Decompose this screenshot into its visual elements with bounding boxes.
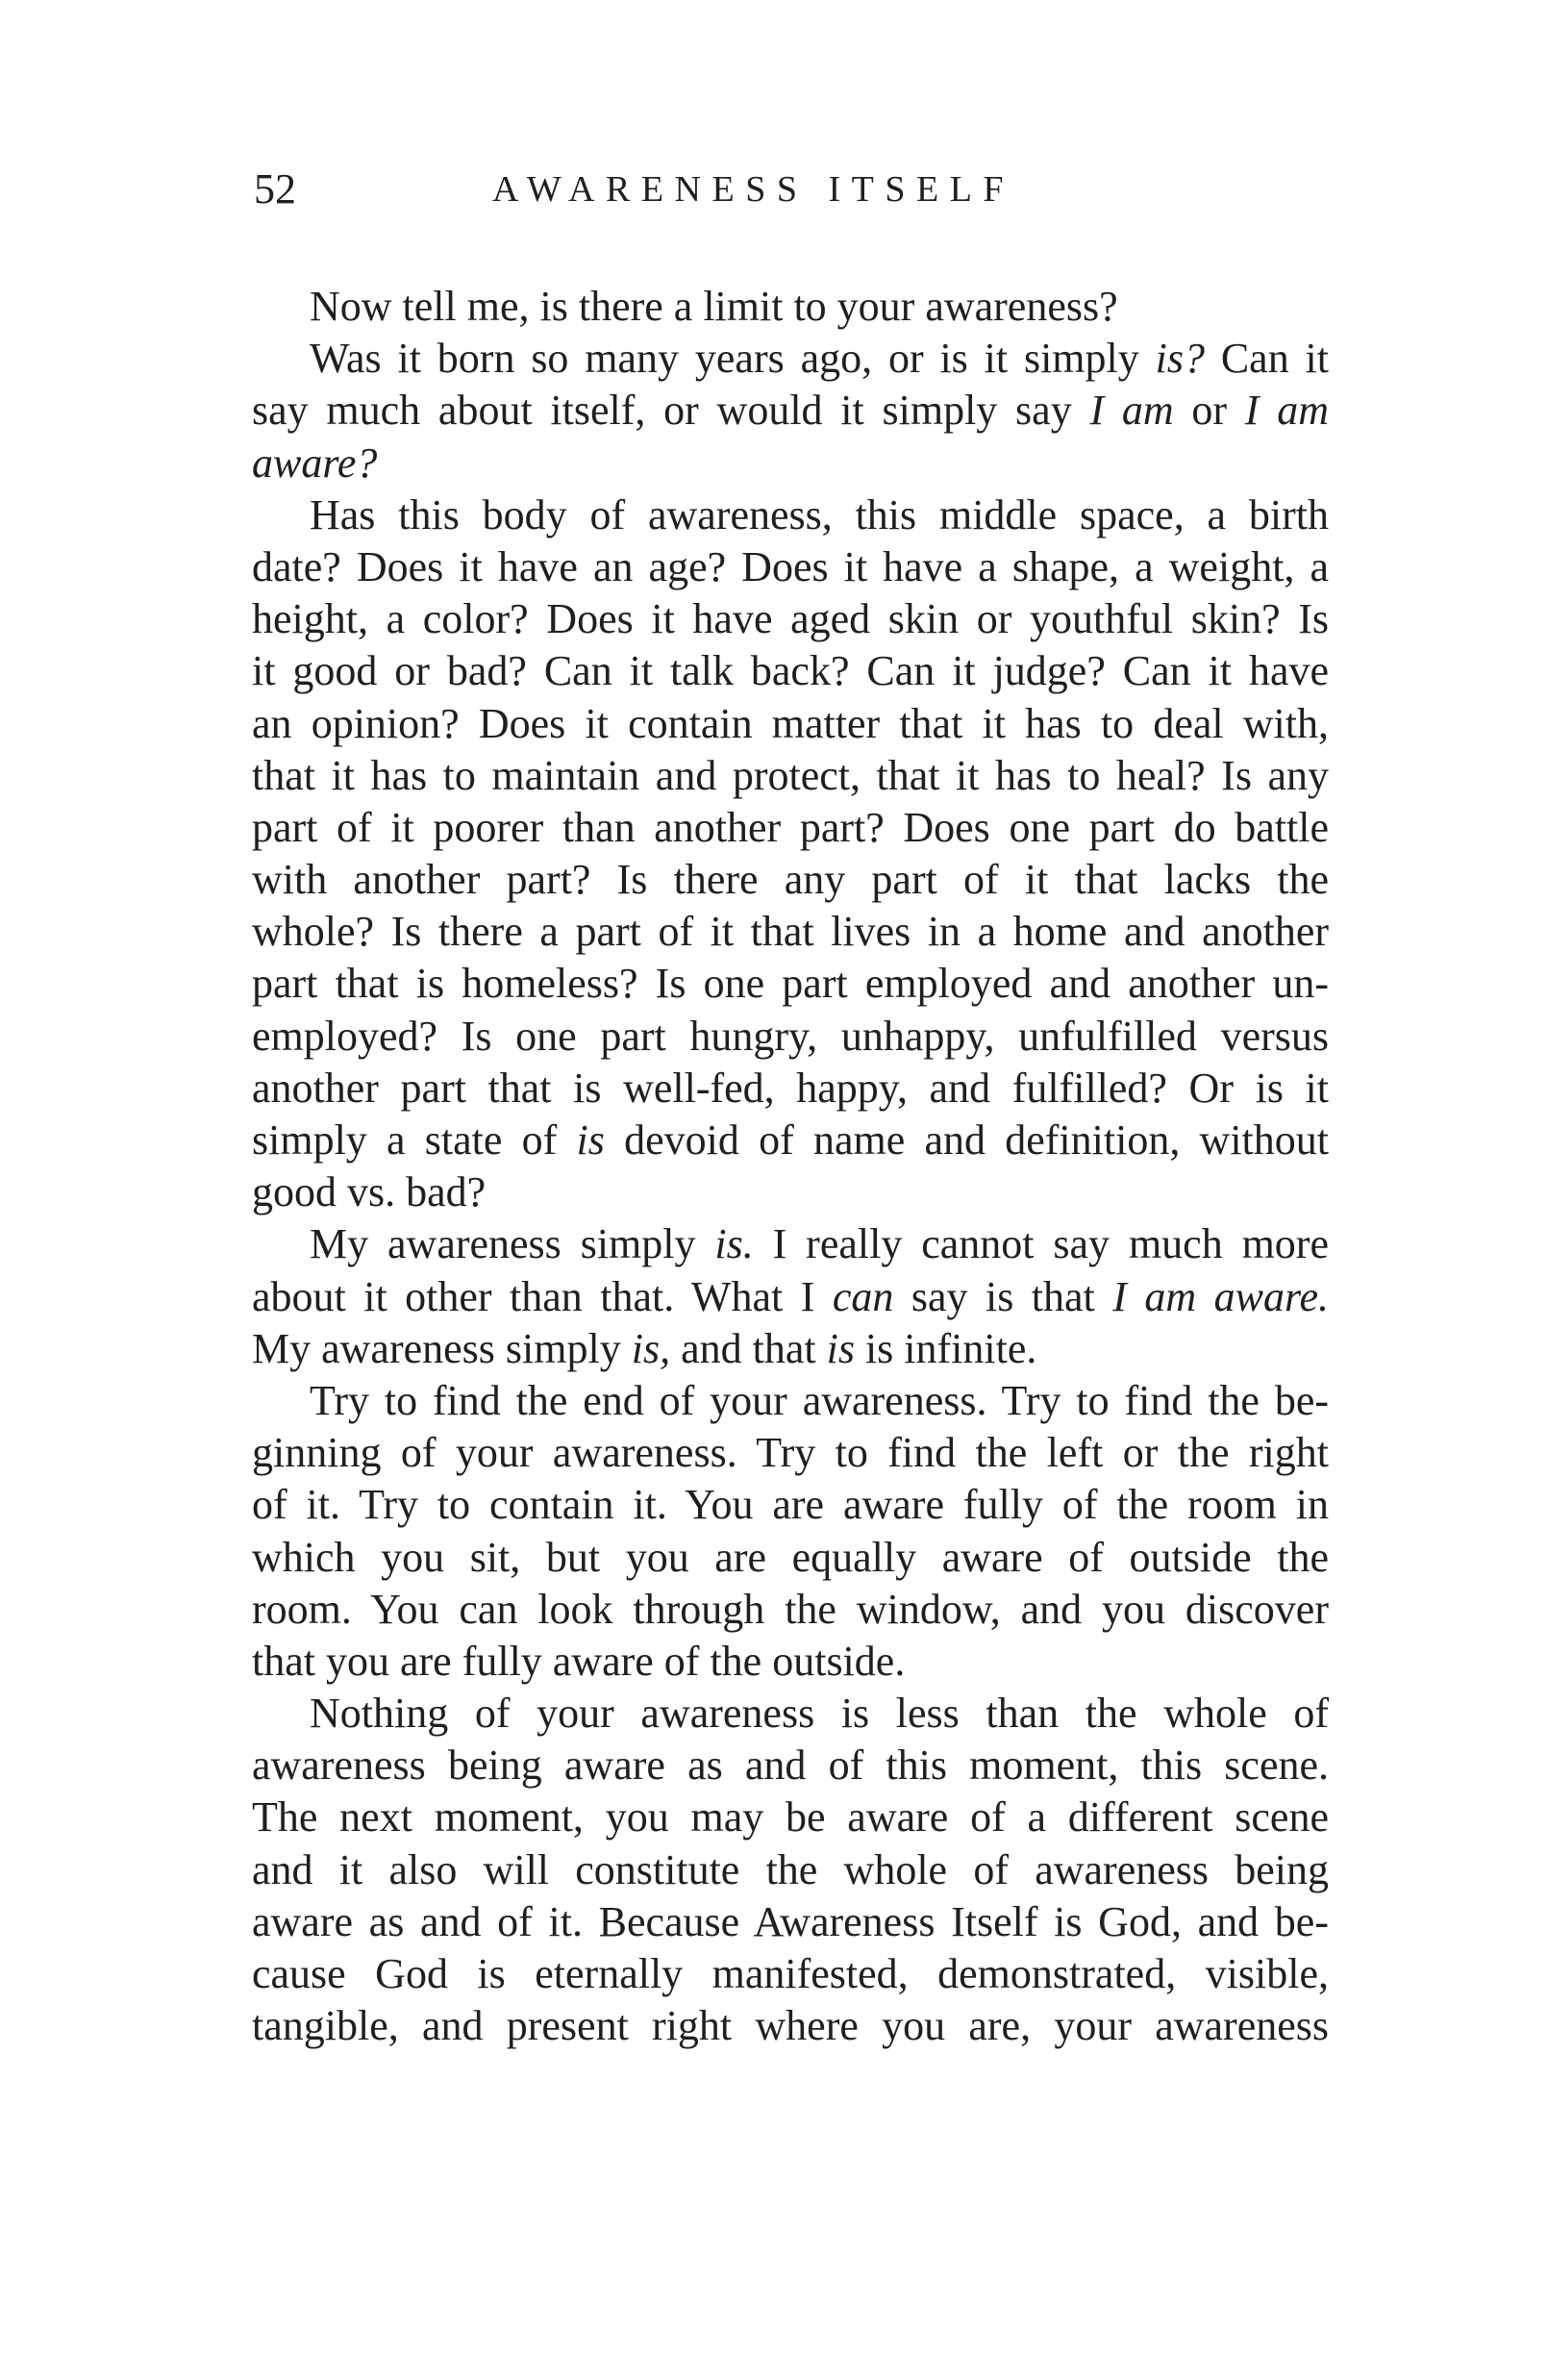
italic-text: I am aware. [1112, 1272, 1329, 1320]
text-line [252, 2000, 1329, 2052]
text-line [252, 750, 1329, 802]
text-line [252, 958, 1329, 1010]
text-line [252, 489, 1329, 541]
text-run: is infinite. [854, 1324, 1037, 1372]
text-line [252, 1115, 1329, 1166]
text-line [252, 1271, 1329, 1323]
text-run: cause God is eternally manifested, demonstrated, visible, [252, 1950, 1329, 1997]
text-run: about it other than that. What I [252, 1272, 833, 1320]
text-line [252, 281, 1329, 333]
body-text [252, 281, 1329, 2052]
italic-text: is. [714, 1220, 754, 1268]
running-title: AWARENESS ITSELF [492, 169, 1015, 210]
text-line [252, 1688, 1329, 1740]
text-line [252, 593, 1329, 645]
text-line [252, 1166, 1329, 1218]
text-line [252, 1427, 1329, 1479]
text-run: that you are fully aware of the outside. [252, 1637, 906, 1685]
text-line [252, 1584, 1329, 1636]
text-run: date? Does it have an age? Does it have a shape, a weight, a [252, 542, 1329, 590]
text-line [252, 333, 1329, 385]
text-line [252, 1791, 1329, 1843]
text-run: My awareness simply [252, 1324, 632, 1372]
italic-text: I am [1089, 387, 1174, 435]
text-line [252, 1896, 1329, 1948]
text-run: part of it poorer than another part? Does one part do battle [252, 803, 1329, 851]
text-run: and it also will constitute the whole of awareness being [252, 1845, 1329, 1893]
running-head [252, 165, 1329, 213]
text-run: The next moment, you may be aware of a different scene [252, 1793, 1329, 1841]
text-run: Now tell me, is there a limit to your awareness? [310, 283, 1118, 330]
text-run: of it. Try to contain it. You are aware fully of the room in [252, 1481, 1329, 1529]
text-run: Was it born so many years ago, or is it simply [310, 335, 1156, 383]
italic-text: is? [1155, 335, 1205, 383]
text-run: I really cannot say much more [753, 1220, 1329, 1268]
text-run: that it has to maintain and protect, that it has to heal? Is any [252, 751, 1329, 799]
text-run: devoid of name and definition, without [604, 1116, 1330, 1164]
text-run: say is that [893, 1272, 1113, 1320]
text-line [252, 1375, 1329, 1427]
text-run: ginning of your awareness. Try to find the left or the right [252, 1429, 1329, 1477]
italic-text: I am [1244, 387, 1329, 435]
text-run: height, a color? Does it have aged skin or youthful skin? Is [252, 595, 1329, 643]
italic-text: is [576, 1116, 605, 1164]
italic-text: aware? [252, 438, 378, 487]
text-run: with another part? Is there any part of it that lacks the [252, 856, 1329, 904]
text-run: it good or bad? Can it talk back? Can it judge? Can it have [252, 647, 1329, 695]
text-run: an opinion? Does it contain matter that it has to deal with, [252, 699, 1329, 747]
text-run: or [1173, 387, 1245, 435]
text-run: awareness being aware as and of this moment, this scene. [252, 1741, 1329, 1790]
text-run: My awareness simply [310, 1220, 715, 1268]
italic-text: is [826, 1324, 855, 1372]
text-line [252, 1011, 1329, 1063]
text-run: Has this body of awareness, this middle space, a birth [310, 490, 1329, 539]
text-run: simply a state of [252, 1116, 577, 1164]
text-run: Can it [1204, 335, 1329, 383]
text-line [252, 438, 1329, 489]
text-run: good vs. bad? [252, 1168, 487, 1216]
text-line [252, 802, 1329, 854]
text-run: aware as and of it. Because Awareness Itself is God, and be- [252, 1897, 1329, 1945]
text-line [252, 645, 1329, 697]
text-run: another part that is well-fed, happy, and fulfilled? Or is it [252, 1064, 1329, 1112]
text-run: room. You can look through the window, and you discover [252, 1585, 1329, 1633]
text-run: whole? Is there a part of it that lives in a home and another [252, 908, 1329, 956]
text-run: which you sit, but you are equally aware of outside the [252, 1533, 1329, 1581]
text-run: tangible, and present right where you are, your awareness [252, 2002, 1329, 2050]
text-line [252, 385, 1329, 437]
text-run: employed? Is one part hungry, unhappy, unfulfilled versus [252, 1012, 1329, 1060]
text-line [252, 1636, 1329, 1688]
italic-text: is, [631, 1324, 671, 1372]
text-run: Nothing of your awareness is less than the whole of [310, 1690, 1329, 1738]
text-line [252, 906, 1329, 958]
text-run: part that is homeless? Is one part employed and another un- [252, 960, 1329, 1008]
text-line [252, 1323, 1329, 1375]
text-line [252, 1063, 1329, 1115]
text-line [252, 1844, 1329, 1896]
italic-text: can [832, 1272, 894, 1320]
text-run: say much about itself, or would it simply say [252, 387, 1090, 435]
text-line [252, 854, 1329, 906]
text-line [252, 1479, 1329, 1531]
page-number: 52 [254, 165, 296, 213]
text-line [252, 1218, 1329, 1270]
text-line [252, 698, 1329, 750]
text-line [252, 541, 1329, 593]
text-line [252, 1740, 1329, 1791]
text-run: Try to find the end of your awareness. Try to find the be- [310, 1376, 1329, 1424]
text-line [252, 1532, 1329, 1584]
text-line [252, 1948, 1329, 2000]
text-run: and that [670, 1324, 827, 1372]
